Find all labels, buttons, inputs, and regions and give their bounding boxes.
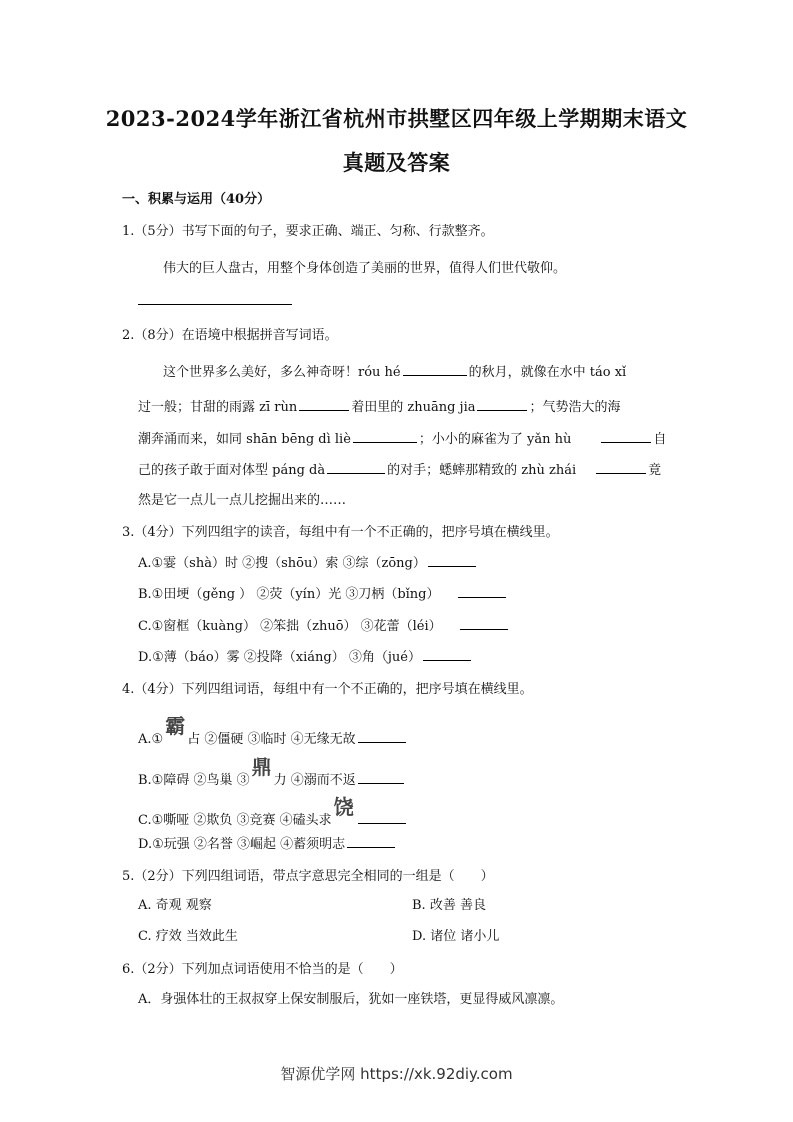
q3-option-d-text: D.①薄（báo）雾 ②投降（xiáng） ③角（jué） [138,650,421,665]
q2-blank-1[interactable] [403,362,467,376]
q1-sentence: 伟大的巨人盘古，用整个身体创造了美丽的世界，值得人们世代敬仰。 [163,261,567,276]
q2-paragraph-line3 [138,428,666,447]
q6-option-a[interactable]: A．身强体壮的王叔叔穿上保安制服后，犹如一座铁塔，更显得威风凛凛。 [138,992,564,1007]
q4-blank-d[interactable] [347,834,395,848]
q2-paragraph-line2 [138,396,621,415]
q3-blank-b[interactable] [458,584,506,598]
q3-option-b [138,583,508,602]
q2-paragraph-line4 [138,459,661,478]
q3-option-b-text: B.①田埂（gěng ） ②荧（yín）光 ③刀柄（bǐng） [138,587,440,602]
question-2: 2.（8分）在语境中根据拼音写词语。 [122,328,338,343]
q3-option-a-text: A.①霎（shà）时 ②搜（shōu）索 ③综（zōng） [138,556,426,571]
q2-text: 己的孩子敢于面对体型 páng dà [138,463,326,478]
document-title-line2: 真题及答案 [342,150,451,175]
q4-option-a [138,714,408,749]
q3-blank-d[interactable] [423,647,471,661]
q4-option-d-text: D.①玩强 ②名誉 ③崛起 ④蓄须明志 [138,837,346,852]
q3-option-a [138,552,478,571]
q2-blank-8[interactable] [596,460,646,474]
q3-option-c-text: C.①窗框（kuàng） ②笨拙（zhuō） ③花蕾（léi） [138,619,442,634]
question-4: 4.（4分）下列四组词语，每组中有一个不正确的，把序号填在横线里。 [122,682,533,697]
q4-option-a-text: 占 ②僵硬 ③临时 ④无缘无故 [187,732,356,747]
q2-paragraph-line5: 然是它一点儿一点儿挖掘出来的…… [138,493,347,508]
q4-option-c [138,795,408,830]
q4-option-c-char-image: 饶 [333,795,354,819]
q2-text: 竟 [648,463,662,478]
q3-blank-c[interactable] [460,616,508,630]
q2-text: 自 [653,432,667,447]
q4-blank-b[interactable] [358,770,404,784]
q4-option-b-text: 力 ④溺而不返 [273,773,356,788]
q4-blank-a[interactable] [358,729,406,743]
q3-option-d [138,646,473,665]
q5-option-c[interactable]: C. 疗效 当效此生 [138,929,238,944]
q2-text: 过一般；甘甜的雨露 zī rùn [138,400,298,415]
q4-option-b-text: B.①障碍 ②鸟巢 ③ [138,773,250,788]
q5-option-d[interactable]: D. 诸位 诸小儿 [412,929,500,944]
question-3: 3.（4分）下列四组字的读音，每组中有一个不正确的，把序号填在横线里。 [122,525,559,540]
q4-option-b-char-image: 鼎 [251,755,272,779]
q4-blank-c[interactable] [358,810,406,824]
q2-blank-5[interactable] [353,429,417,443]
q4-option-b [138,755,406,790]
q4-option-a-char-image: 霸 [165,714,186,738]
q5-option-b[interactable]: B. 改善 善良 [412,898,486,913]
q2-blank-7[interactable] [327,460,385,474]
q3-blank-a[interactable] [428,553,476,567]
q2-paragraph-line1 [163,361,626,380]
footer-watermark: 智源优学网 https://xk.92diy.com [280,1065,513,1083]
q2-text: 的对手；蟋蟀那精致的 zhù zhái [387,463,577,478]
q4-option-a-text: A.① [138,732,164,747]
q2-text: 的秋月，就像在水中 táo xǐ [468,365,627,380]
section-heading: 一、积累与运用（40分） [122,192,271,207]
q2-blank-6[interactable] [601,429,651,443]
q3-option-c [138,615,510,634]
q2-text: 着田里的 zhuāng jia [351,400,476,415]
q2-text: 潮奔涌而来，如同 shān bēng dì liè [138,432,351,447]
document-title-line1: 2023-2024学年浙江省杭州市拱墅区四年级上学期期末语文 [105,106,688,131]
question-1: 1.（5分）书写下面的句子，要求正确、端正、匀称、行款整齐。 [122,224,494,239]
q5-option-a[interactable]: A. 奇观 观察 [138,898,212,913]
q4-option-d [138,833,397,852]
q1-answer-line[interactable] [138,304,292,305]
q2-blank-4[interactable] [477,397,527,411]
question-6: 6.（2分）下列加点词语使用不恰当的是（ ） [122,962,403,977]
q2-blank-3[interactable] [299,397,349,411]
q4-option-c-text: C.①嘶哑 ②欺负 ③竞赛 ④磕头求 [138,813,332,828]
question-5: 5.（2分）下列四组词语，带点字意思完全相同的一组是（ ） [122,869,494,884]
q2-text: ；小小的麻雀为了 yǎn hù [418,432,572,447]
q2-text: ；气势浩大的海 [529,400,621,415]
q2-text: 这个世界多么美好，多么神奇呀！róu hé [163,365,401,380]
